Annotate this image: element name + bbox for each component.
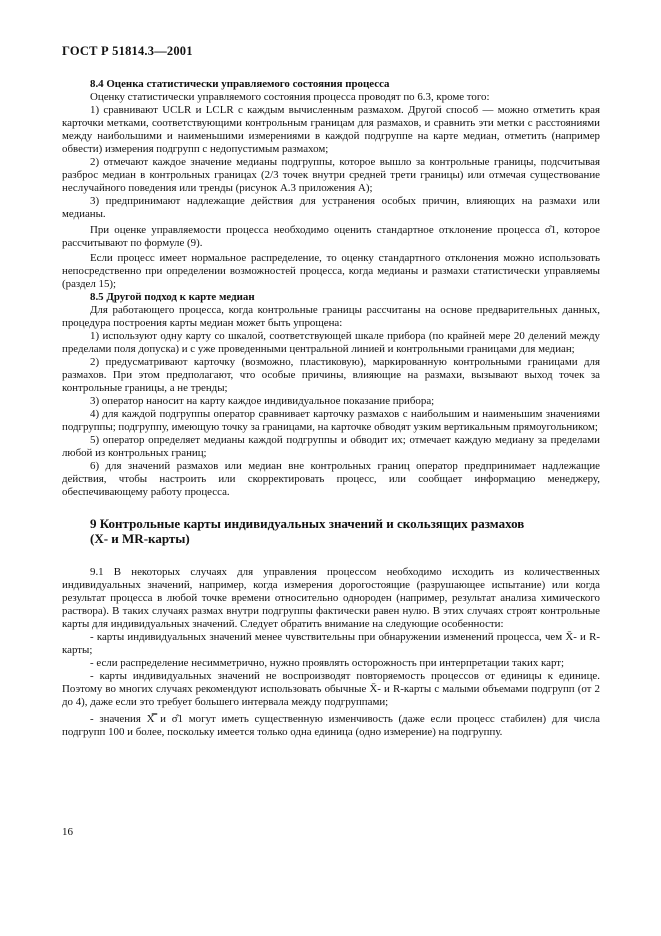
section-9-title-line2: (X- и MR-карты) (90, 530, 190, 546)
paragraph: 2) предусматривают карточку (возможно, пластиковую), маркированную контрольными границами для размахов. При этом предполагают, что особые причины, влияющие на размахи, вызывают выход точек за контрольные границы, а не тренды; (62, 355, 600, 395)
paragraph: Для работающего процесса, когда контрольные границы рассчитаны на основе предварительных данных, процедура построения карты медиан может быть упрощена: (62, 303, 600, 329)
list-item: - если распределение несимметрично, нужно проявлять осторожность при интерпретации таких карт; (90, 656, 565, 669)
section-9-title (62, 516, 600, 546)
list-item: - значения X̿ и σ̂1 могут иметь существенную изменчивость (даже если процесс стабилен) для числа подгрупп 100 и более, поскольку имеется только одна единица (одно измерение) на подгруппу. (62, 713, 600, 739)
paragraph: 6) для значений размахов или медиан вне контрольных границ оператор предпринимает надлежащие действия, чтобы настроить или скорректировать процесс, или сообщает информацию менеджеру, обеспечивающему работу процесса. (62, 460, 600, 499)
paragraph: 2) отмечают каждое значение медианы подгруппы, которое вышло за контрольные границы, подсчитывая разброс медиан в контрольных границах (2/3 точек внутри средней трети границы) или отмечая существование неслучайного поведения или тренды (рисунок А.3 приложения А); (62, 156, 600, 195)
list-item: - карты индивидуальных значений не воспроизводят повторяемость процессов от единицы к единице. Поэтому во многих случаях рекомендуют использовать обычные X̄- и R-карты с малыми объемами подгрупп (от 2 до 4), даже если это требует большего интервала между подгруппами; (62, 669, 600, 708)
document-header: ГОСТ Р 51814.3—2001 (62, 44, 193, 58)
paragraph: При оценке управляемости процесса необходимо оценить стандартное отклонение процесса σ̂1, которое рассчитывают по формуле (9). (62, 223, 600, 249)
paragraph: 1) сравнивают UCLR и LCLR с каждым вычисленным размахом. Другой способ — можно отметить края карточки метками, соответствующими контрольным границам для размахов, и сравнить эти метки с расстояниями между наибольшими и наименьшими измерениями в каждой подгруппе на карте медиан, отметить (например обвести) измерения подгрупп с недопустимым размахом; (62, 104, 600, 156)
paragraph: Оценку статистически управляемого состояния процесса проводят по 6.3, кроме того: (90, 91, 490, 104)
paragraph: Если процесс имеет нормальное распределение, то оценку стандартного отклонения можно использовать непосредственно при определении возможностей процесса, когда медианы и размахи статистически управляемы (раздел 15); (62, 251, 600, 290)
paragraph: 3) оператор наносит на карту каждое индивидуальное показание прибора; (90, 395, 435, 408)
paragraph: 3) предпринимают надлежащие действия для устранения особых причин, влияющих на размахи или медианы. (62, 195, 600, 221)
paragraph: 5) оператор определяет медианы каждой подгруппы и обводит их; отмечает каждую медиану за пределами любой из контрольных границ; (62, 434, 600, 460)
document-body (62, 78, 600, 739)
section-8-5-title: 8.5 Другой подход к карте медиан (90, 290, 255, 303)
paragraph: 4) для каждой подгруппы оператор сравнивает карточку размахов с наибольшим и наименьшим значениями подгруппы; подгруппу, имеющую точку за границами, на карточке обводят узким вертикальным прямоугольником; (62, 408, 600, 434)
paragraph: 9.1 В некоторых случаях для управления процессом необходимо исходить из количественных индивидуальных значений, например, когда измерения дорогостоящие (разрушающее испытание) или когда результат процесса в любой точке времени относительно однороден (например, результат анализа химического раствора). В таких случаях размах внутри подгруппы фактически равен нулю. В этих случаях строят контрольные карты для индивидуальных значений. Следует обратить внимание на следующие особенности: (62, 565, 600, 630)
section-8-4-title: 8.4 Оценка статистически управляемого состояния процесса (90, 78, 390, 90)
section-9-title-line1: 9 Контрольные карты индивидуальных значений и скользящих размахов (90, 515, 525, 531)
paragraph: 1) используют одну карту со шкалой, соответствующей шкале прибора (по крайней мере 20 делений между пределами поля допуска) и с уже проведенными центральной линией и контрольными границами для медиан; (62, 329, 600, 355)
list-item: - карты индивидуальных значений менее чувствительны при обнаружении изменений процесса, чем X̄- и R-карты; (62, 630, 600, 656)
page-number: 16 (62, 826, 73, 838)
